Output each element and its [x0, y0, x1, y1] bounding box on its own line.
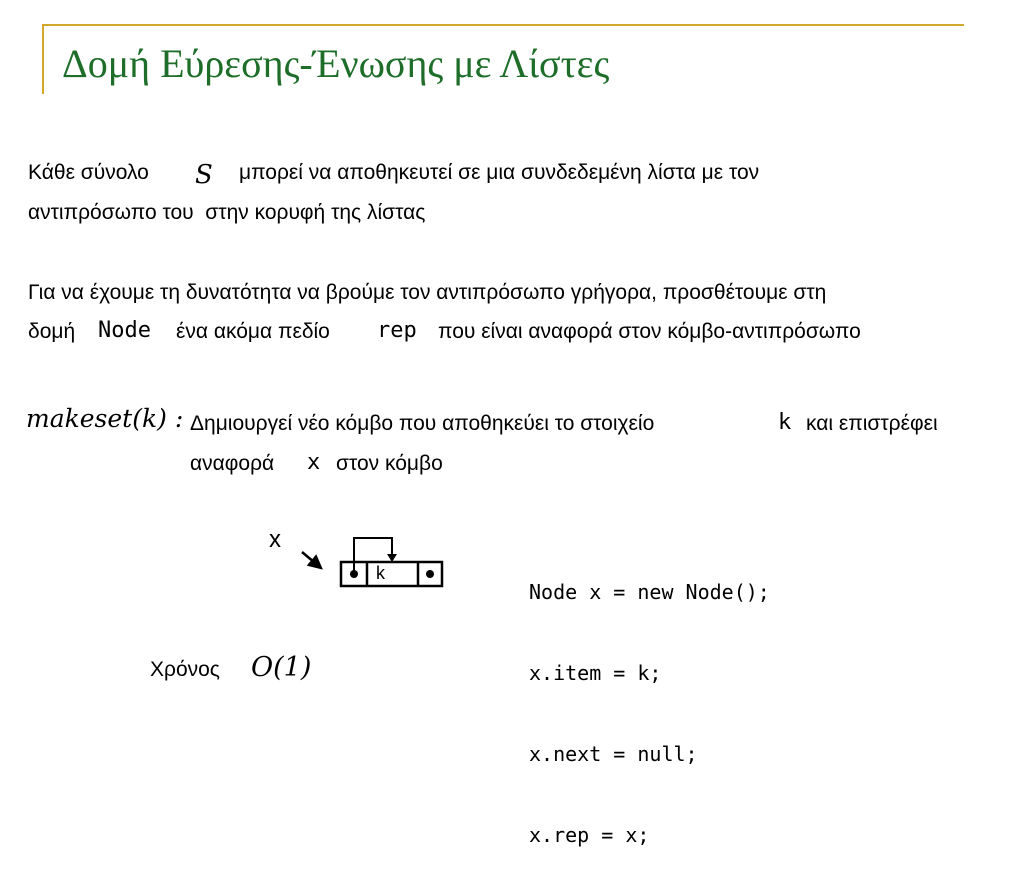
code-line: Node x = new Node(); — [529, 580, 770, 604]
pointer-label: x — [269, 526, 281, 553]
code-line: x.item = k; — [529, 661, 662, 685]
item-label: k — [376, 563, 385, 583]
self-reference-line — [354, 538, 392, 574]
pointer-arrow — [302, 552, 321, 568]
rep-code: rep — [377, 318, 417, 343]
complexity-label: Χρόνος — [150, 658, 220, 681]
para2-line1: Για να έχουμε τη δυνατότητα να βρούμε τον αντιπρόσωπο γρήγορα, προσθέτουμε στη — [28, 281, 827, 304]
para1-line2: αντιπρόσωπο του στην κορυφή της λίστας — [28, 201, 426, 224]
makeset-line2-after: στον κόμβο — [336, 452, 443, 475]
x-code: x — [307, 450, 321, 475]
para1-line1-after: μπορεί να αποθηκευτεί σε μια συνδεδεμένη λίστα με τον — [239, 161, 760, 184]
code-line: x.next = null; — [529, 742, 698, 766]
makeset-line2-before: αναφορά — [190, 452, 275, 475]
para2-line2-part3: που είναι αναφορά στον κόμβο-αντιπρόσωπο — [438, 320, 861, 343]
set-symbol: S — [195, 160, 213, 190]
para2-line2-part2: ένα ακόμα πεδίο — [176, 320, 330, 343]
node-diagram — [296, 526, 452, 592]
makeset-line1-after: και επιστρέφει — [806, 412, 938, 435]
para1-line1-before: Κάθε σύνολο — [28, 161, 149, 184]
title-accent-top — [42, 24, 964, 26]
code-block — [529, 525, 770, 876]
title-accent-left — [42, 24, 44, 94]
para2-line2-part1: δομή — [28, 320, 76, 343]
k-code: k — [778, 410, 792, 435]
next-pointer-dot — [426, 570, 434, 578]
makeset-line1-before: Δημιουργεί νέο κόμβο που αποθηκεύει το στοιχείο — [190, 412, 655, 435]
makeset-signature: makeset(k) : — [26, 404, 184, 433]
node-code: Node — [98, 318, 151, 343]
complexity-value: O(1) — [251, 652, 312, 683]
slide-title: Δομή Εύρεσης-Ένωσης με Λίστες — [62, 41, 610, 86]
code-line: x.rep = x; — [529, 823, 650, 847]
